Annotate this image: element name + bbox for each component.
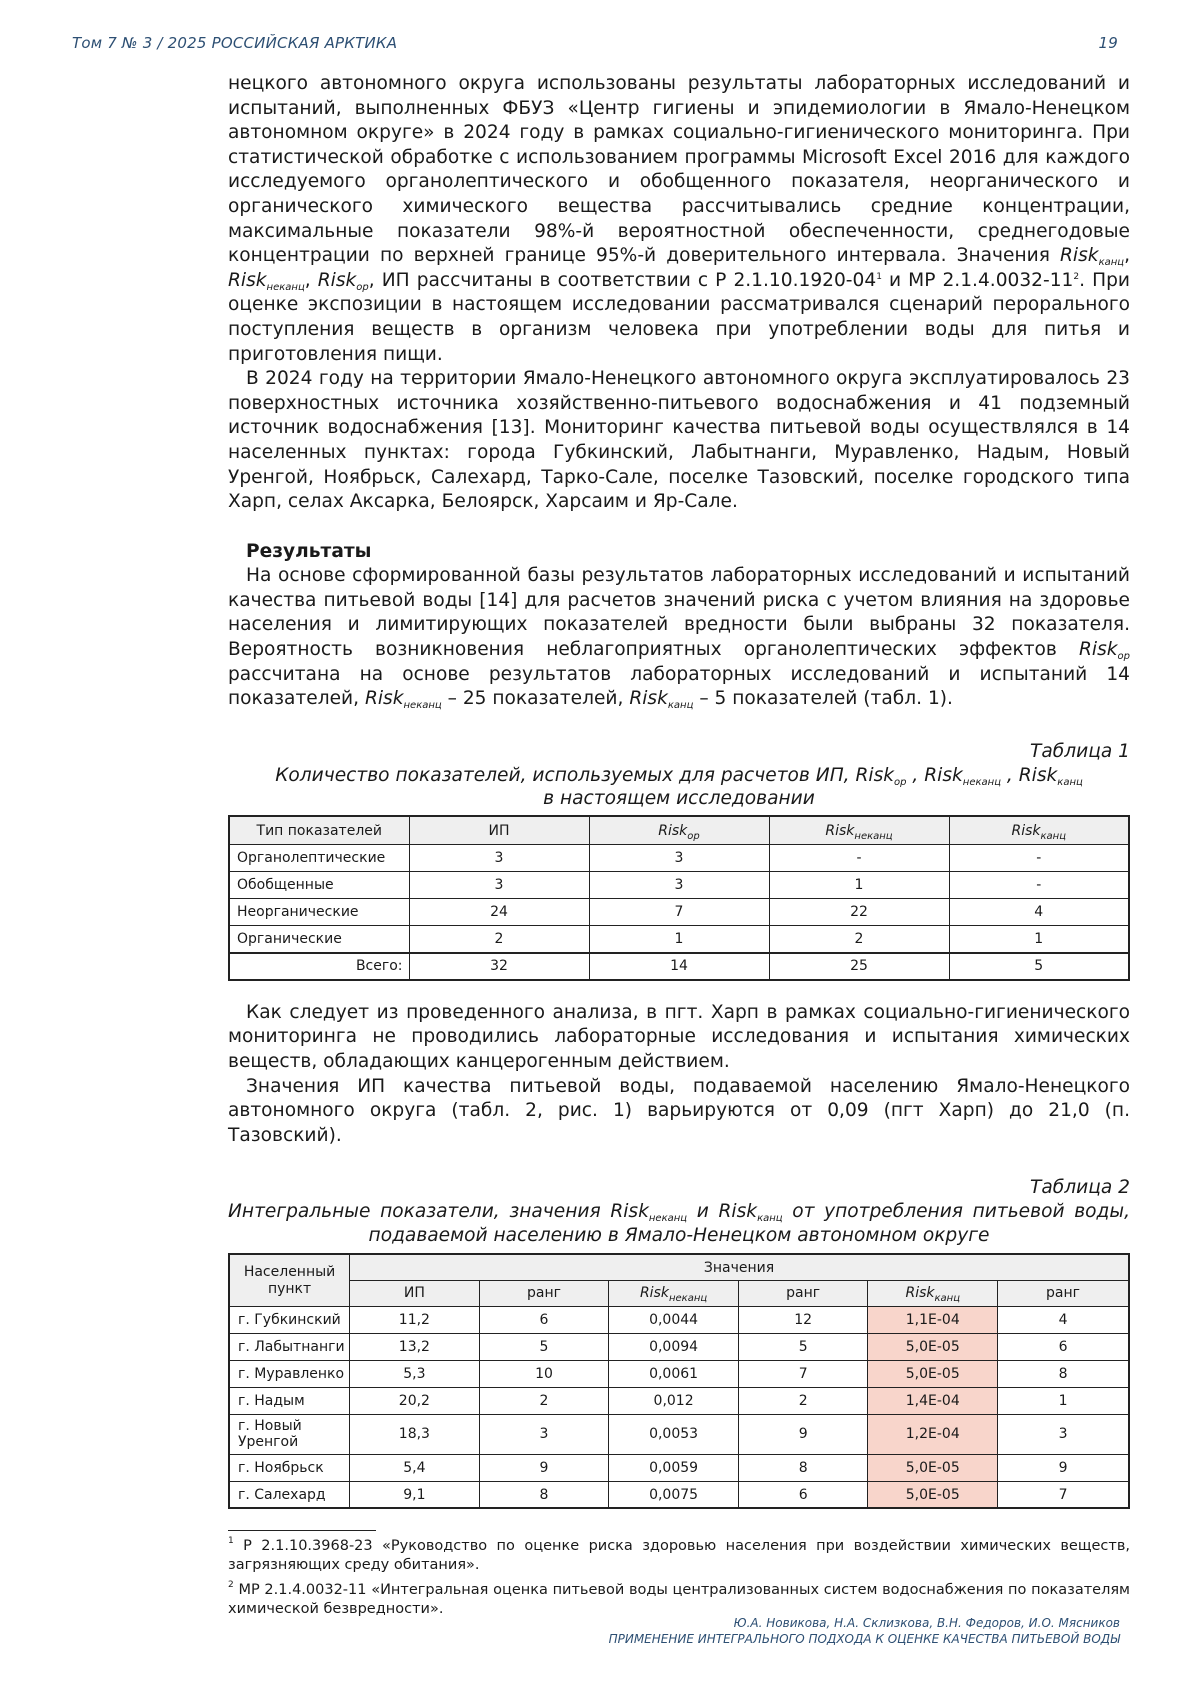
table-cell: 0,0094 bbox=[609, 1333, 739, 1360]
table-cell: 3 bbox=[409, 845, 589, 872]
footnote-ref-1[interactable]: 1 bbox=[876, 271, 882, 282]
table-cell: 7 bbox=[738, 1360, 868, 1387]
page-number: 19 bbox=[1098, 34, 1118, 52]
table-cell: 1 bbox=[949, 926, 1129, 953]
column-header: ранг bbox=[479, 1280, 609, 1306]
table-cell: 2 bbox=[479, 1387, 609, 1414]
table-cell: г. Губкинский bbox=[229, 1306, 350, 1333]
table-row bbox=[229, 899, 1129, 926]
table-row bbox=[229, 1454, 1129, 1481]
highlighted-cell: 1,2E-04 bbox=[868, 1414, 998, 1454]
table-cell: 1 bbox=[589, 926, 769, 953]
running-footer bbox=[609, 1615, 1120, 1647]
table-cell: 14 bbox=[589, 953, 769, 980]
risk-symbol: Risk$_{ор}$ bbox=[317, 269, 369, 293]
table-cell: Всего: bbox=[229, 953, 409, 980]
highlighted-cell: 5,0E-05 bbox=[868, 1333, 998, 1360]
table-cell: г. Ноябрьск bbox=[229, 1454, 350, 1481]
results-heading: Результаты bbox=[246, 540, 372, 562]
results-paragraph: На основе сформированной базы результатов лабораторных исследований и испытаний качества питьевой воды [14] для расчетов значений риска с учетом влияния на здоровье населения и лимитирующих показателей вредности были выбраны 32 показателя. Вероятность возникновения неблагоприятных органолептических эффектов Risk$_{ор}$ рассчитана на основе результатов лабораторных исследований и испытаний 14 показателей, Risk$_{неканц}$ – 25 показателей, Risk$_{канц}$ – 5 показателей (табл. 1). bbox=[228, 565, 1130, 712]
table-cell: 6 bbox=[479, 1306, 609, 1333]
risk-symbol: Risk$_{ор}$ bbox=[1078, 639, 1130, 663]
table-cell: 12 bbox=[738, 1306, 868, 1333]
column-header: Risk$_{ор}$ bbox=[589, 816, 769, 845]
table-cell: г. Салехард bbox=[229, 1481, 350, 1508]
table-cell: 0,0053 bbox=[609, 1414, 739, 1454]
highlighted-cell: 1,1E-04 bbox=[868, 1306, 998, 1333]
table-cell: 7 bbox=[589, 899, 769, 926]
table-cell: - bbox=[769, 845, 949, 872]
table-cell: Неорганические bbox=[229, 899, 409, 926]
table-cell: 25 bbox=[769, 953, 949, 980]
table-cell: Органолептические bbox=[229, 845, 409, 872]
table-cell: 6 bbox=[738, 1481, 868, 1508]
table-cell: 1 bbox=[998, 1387, 1129, 1414]
table-header-row bbox=[229, 1254, 1129, 1280]
table-cell: 9 bbox=[479, 1454, 609, 1481]
table-cell: 7 bbox=[998, 1481, 1129, 1508]
journal-title: Том 7 № 3 / 2025 РОССИЙСКАЯ АРКТИКА bbox=[72, 34, 398, 52]
table-cell: г. Муравленко bbox=[229, 1360, 350, 1387]
text-span: , ИП рассчитаны в соответствии с Р 2.1.10.1920-04 bbox=[368, 269, 877, 291]
column-header: ранг bbox=[738, 1280, 868, 1306]
table-cell: 0,012 bbox=[609, 1387, 739, 1414]
column-header: Risk$_{неканц}$ bbox=[769, 816, 949, 845]
table-cell: Органические bbox=[229, 926, 409, 953]
table-cell: 0,0075 bbox=[609, 1481, 739, 1508]
table1-caption: Количество показателей, используемых для расчетов ИП, Risk$_{ор}$ , Risk$_{неканц}$ , Risk$_{канц}$ в настоящем исследовании bbox=[275, 764, 1083, 810]
table-cell: - bbox=[949, 845, 1129, 872]
running-header bbox=[72, 34, 1128, 56]
table-cell: 3 bbox=[589, 845, 769, 872]
footnote-ref-2[interactable]: 2 bbox=[1073, 271, 1080, 282]
table-cell: Обобщенные bbox=[229, 872, 409, 899]
table-cell: г. Лабытнанги bbox=[229, 1333, 350, 1360]
table-cell: 5 bbox=[738, 1333, 868, 1360]
table2-label: Таблица 2 bbox=[1030, 1177, 1130, 1199]
table-cell: 1 bbox=[769, 872, 949, 899]
table-cell: 10 bbox=[479, 1360, 609, 1387]
table-cell: 4 bbox=[949, 899, 1129, 926]
table-cell: 8 bbox=[738, 1454, 868, 1481]
table-cell: 3 bbox=[589, 872, 769, 899]
column-header: Risk$_{неканц}$ bbox=[609, 1280, 739, 1306]
highlighted-cell: 5,0E-05 bbox=[868, 1481, 998, 1508]
table-cell: 9 bbox=[738, 1414, 868, 1454]
table-total-row bbox=[229, 953, 1129, 980]
column-header: ранг bbox=[998, 1280, 1129, 1306]
table1-label: Таблица 1 bbox=[1030, 740, 1130, 762]
table-cell: 0,0059 bbox=[609, 1454, 739, 1481]
table-cell: 2 bbox=[769, 926, 949, 953]
table-cell: 5 bbox=[949, 953, 1129, 980]
table-cell: - bbox=[949, 872, 1129, 899]
table-cell: 5,4 bbox=[350, 1454, 480, 1481]
footnote-2: $^2$ МР 2.1.4.0032-11 «Интегральная оценка питьевой воды централизованных систем водоснабжения по показателям химической безвредности». bbox=[228, 1580, 1130, 1618]
text-span: нецкого автономного округа использованы результаты лабораторных исследований и испытаний, выполненных ФБУЗ «Центр гигиены и эпидемиологии в Ямало-Ненецком автономном округе» в 2024 году в рамках социально-гигиенического мониторинга. При статистической обработке с использованием программы Microsoft Excel 2016 для каждого исследуемого органолептического и обобщенного показателя, неорганического и органического химического вещества рассчитывались средние концентрации, максимальные показатели 98%-й вероятностной обеспеченности, среднегодовые концентрации по верхней границе 95%-й доверительного интервала. Значения bbox=[228, 73, 1130, 267]
column-header: ИП bbox=[350, 1280, 480, 1306]
table-cell: 18,3 bbox=[350, 1414, 480, 1454]
table-cell: 6 bbox=[998, 1333, 1129, 1360]
column-header: Risk$_{канц}$ bbox=[949, 816, 1129, 845]
table-cell: 3 bbox=[479, 1414, 609, 1454]
text-span: и МР 2.1.4.0032-11 bbox=[881, 269, 1074, 291]
risk-symbol: Risk$_{неканц}$ bbox=[364, 688, 442, 712]
table-header-row bbox=[229, 1280, 1129, 1306]
table-row bbox=[229, 1306, 1129, 1333]
highlighted-cell: 1,4E-04 bbox=[868, 1387, 998, 1414]
table-cell: 2 bbox=[409, 926, 589, 953]
article-body bbox=[228, 72, 1130, 1619]
table-cell: 3 bbox=[998, 1414, 1129, 1454]
table-row bbox=[229, 845, 1129, 872]
footer-authors: Ю.А. Новикова, Н.А. Склизкова, В.Н. Федоров, И.О. Мясников bbox=[733, 1616, 1120, 1630]
column-header: Risk$_{канц}$ bbox=[868, 1280, 998, 1306]
text-span: . При оценке экспозиции в настоящем исследовании рассматривался сценарий перорального поступления веществ в организм человека при употреблении воды для питья и приготовления пищи. bbox=[228, 269, 1130, 365]
table-cell: 20,2 bbox=[350, 1387, 480, 1414]
table-cell: 9 bbox=[998, 1454, 1129, 1481]
table-cell: 5,3 bbox=[350, 1360, 480, 1387]
footnote-divider bbox=[228, 1530, 376, 1531]
highlighted-cell: 5,0E-05 bbox=[868, 1454, 998, 1481]
risk-symbol: Risk$_{канц}$ bbox=[1060, 245, 1125, 269]
highlighted-cell: 5,0E-05 bbox=[868, 1360, 998, 1387]
table2 bbox=[228, 1253, 1130, 1509]
table-cell: 5 bbox=[479, 1333, 609, 1360]
table-cell: 8 bbox=[998, 1360, 1129, 1387]
table-cell: 11,2 bbox=[350, 1306, 480, 1333]
table-cell: 4 bbox=[998, 1306, 1129, 1333]
analysis-paragraph: Как следует из проведенного анализа, в пгт. Харп в рамках социально-гигиенического мониторинга не проводились лабораторные исследования и испытания химических веществ, обладающих канцерогенным действием. bbox=[228, 1001, 1130, 1073]
sources-paragraph: В 2024 году на территории Ямало-Ненецкого автономного округа эксплуатировалось 23 поверхностных источника хозяйственно-питьевого водоснабжения и 41 подземный источник водоснабжения [13]. Мониторинг качества питьевой воды осуществлялся в 14 населенных пунктах: города Губкинский, Лабытнанги, Муравленко, Надым, Новый Уренгой, Ноябрьск, Салехард, Тарко-Сале, поселке Тазовский, поселке городского типа Харп, селах Аксарка, Белоярск, Харсаим и Яр-Сале. bbox=[228, 368, 1130, 513]
table-cell: г. Новый Уренгой bbox=[229, 1414, 350, 1454]
table1 bbox=[228, 815, 1130, 981]
column-group-header: Значения bbox=[350, 1254, 1129, 1280]
methods-paragraph: нецкого автономного округа использованы результаты лабораторных исследований и испытаний, выполненных ФБУЗ «Центр гигиены и эпидемиологии в Ямало-Ненецком автономном округе» в 2024 году в рамках социально-гигиенического мониторинга. При статистической обработке с использованием программы Microsoft Excel 2016 для каждого исследуемого органолептического и обобщенного показателя, неорганического и органического химического вещества рассчитывались средние концентрации, максимальные показатели 98%-й вероятностной обеспеченности, среднегодовые концентрации по верхней границе 95%-й доверительного интервала. Значения Risk$_{канц}$, Risk$_{неканц}$, Risk$_{ор}$, ИП рассчитаны в соответствии с Р 2.1.10.1920-04$^1$ и МР 2.1.4.0032-11$^2$. При оценке экспозиции в настоящем исследовании рассматривался сценарий перорального поступления веществ в организм человека при употреблении воды для питья и приготовления пищи. bbox=[228, 73, 1130, 365]
footnote-1: $^1$ Р 2.1.10.3968-23 «Руководство по оценке риска здоровью населения при воздействии химических веществ, загрязняющих среду обитания». bbox=[228, 1536, 1130, 1574]
table-cell: 2 bbox=[738, 1387, 868, 1414]
footer-article-title: ПРИМЕНЕНИЕ ИНТЕГРАЛЬНОГО ПОДХОДА К ОЦЕНКЕ КАЧЕСТВА ПИТЬЕВОЙ ВОДЫ bbox=[608, 1632, 1120, 1646]
risk-symbol: Risk$_{канц}$ bbox=[629, 688, 694, 712]
column-header: ИП bbox=[409, 816, 589, 845]
table-cell: 0,0061 bbox=[609, 1360, 739, 1387]
column-header: Тип показателей bbox=[229, 816, 409, 845]
risk-symbol: Risk$_{неканц}$ bbox=[228, 269, 305, 293]
table-cell: 24 bbox=[409, 899, 589, 926]
table-header-row bbox=[229, 816, 1129, 845]
table-cell: 13,2 bbox=[350, 1333, 480, 1360]
table-row bbox=[229, 1387, 1129, 1414]
table-row bbox=[229, 926, 1129, 953]
table-cell: 0,0044 bbox=[609, 1306, 739, 1333]
table-row bbox=[229, 1333, 1129, 1360]
ip-range-paragraph: Значения ИП качества питьевой воды, подаваемой населению Ямало-Ненецкого автономного округа (табл. 2, рис. 1) варьируются от 0,09 (пгт Харп) до 21,0 (п. Тазовский). bbox=[228, 1075, 1130, 1146]
table-cell: 22 bbox=[769, 899, 949, 926]
column-header: Населенный пункт bbox=[229, 1254, 350, 1306]
table-cell: 32 bbox=[409, 953, 589, 980]
table-cell: 9,1 bbox=[350, 1481, 480, 1508]
table-cell: 8 bbox=[479, 1481, 609, 1508]
table2-caption: Интегральные показатели, значения Risk$_{неканц}$ и Risk$_{канц}$ от употребления питьевой воды, подаваемой населению в Ямало-Ненецком автономном округе bbox=[228, 1201, 1130, 1246]
table-row bbox=[229, 1414, 1129, 1454]
table-row bbox=[229, 1360, 1129, 1387]
table-row bbox=[229, 1481, 1129, 1508]
table-row bbox=[229, 872, 1129, 899]
table-cell: 3 bbox=[409, 872, 589, 899]
table-cell: г. Надым bbox=[229, 1387, 350, 1414]
